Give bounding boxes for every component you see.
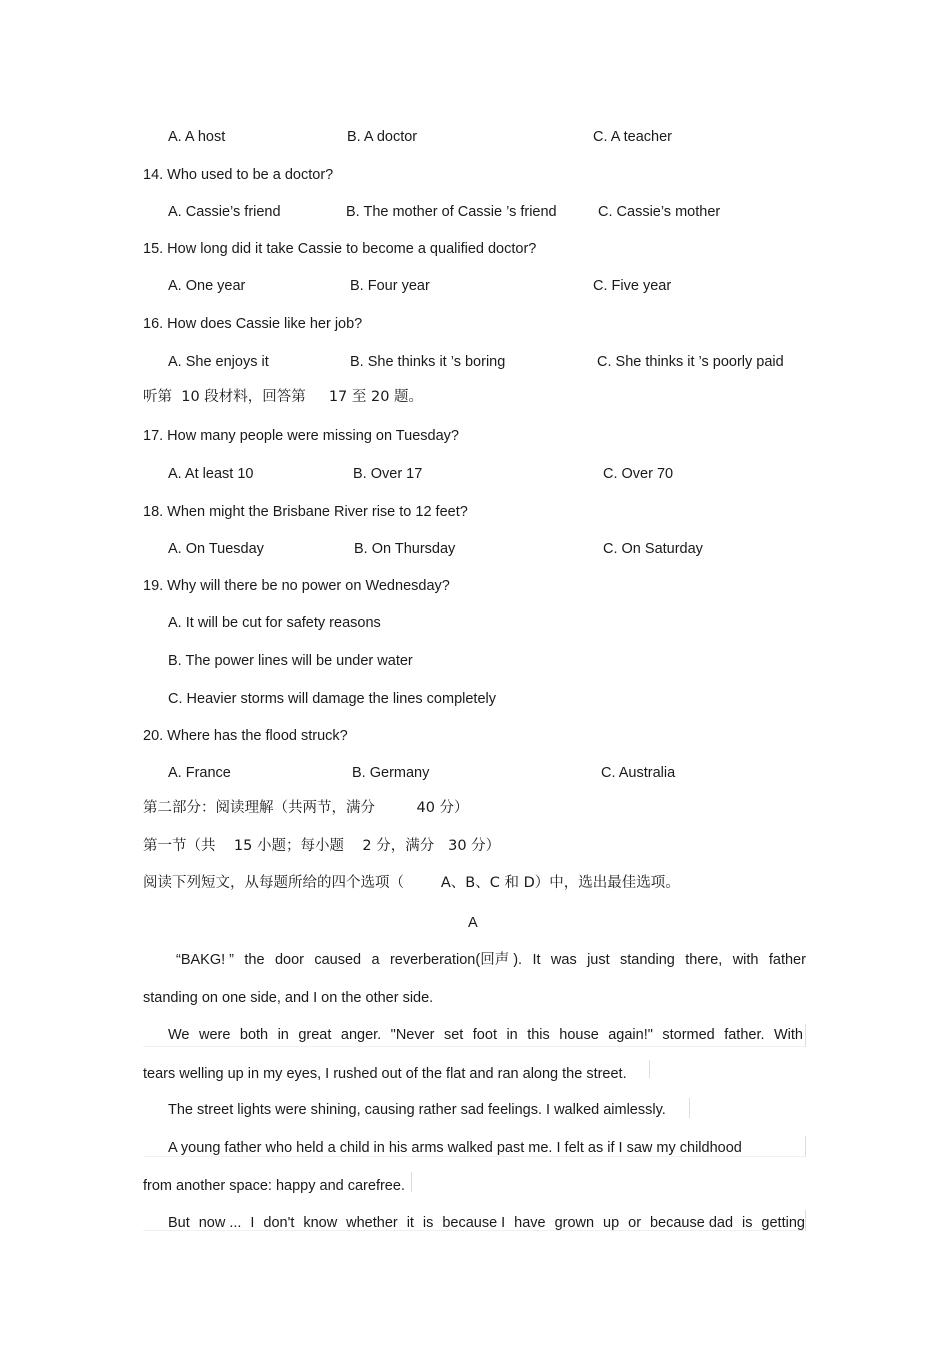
- q18-option-b: B. On Thursday: [354, 541, 456, 557]
- q15-question: 15. How long did it take Cassie to become a qualified doctor?: [143, 241, 537, 257]
- section-1-title: 第一节（共 15 小题；每小题 2 分，满分 30 分）: [143, 838, 501, 854]
- passage-word: I: [250, 1215, 255, 1231]
- passage-word: With: [774, 1027, 803, 1043]
- q18-option-a: A. On Tuesday: [168, 541, 264, 557]
- passage-word: a: [371, 952, 380, 968]
- passage-word: up: [603, 1215, 620, 1231]
- q16-option-a: A. She enjoys it: [168, 354, 269, 370]
- passage-word: father: [768, 952, 806, 968]
- passage-word: just: [587, 952, 610, 968]
- passage-word: or: [628, 1215, 642, 1231]
- passage-word: this: [527, 1027, 550, 1043]
- passage-word: is: [422, 1215, 434, 1231]
- passage-word: don't: [263, 1215, 295, 1231]
- q13-option-b: B. A doctor: [347, 129, 418, 145]
- passage-word: father.: [724, 1027, 765, 1043]
- passage-p4-line1: A young father who held a child in his arms walked past me. I felt as if I saw my childhood: [168, 1140, 742, 1156]
- q18-question: 18. When might the Brisbane River rise to 12 feet?: [143, 504, 468, 520]
- q17-question: 17. How many people were missing on Tuesday?: [143, 428, 459, 444]
- q20-option-b: B. Germany: [352, 765, 430, 781]
- passage-word: standing: [620, 952, 675, 968]
- passage-word: caused: [314, 952, 362, 968]
- passage-word: it: [406, 1215, 414, 1231]
- passage-word: set: [443, 1027, 464, 1043]
- part-2-title: 第二部分：阅读理解（共两节，满分 40 分）: [143, 800, 469, 816]
- passage-word: with: [732, 952, 759, 968]
- q20-question: 20. Where has the flood struck?: [143, 728, 348, 744]
- passage-p2-line1: [168, 1026, 803, 1044]
- passage-word: getting: [761, 1215, 805, 1231]
- q19-option-b: B. The power lines will be under water: [168, 653, 413, 669]
- passage-word: because I: [442, 1215, 506, 1231]
- passage-word: It: [532, 952, 541, 968]
- passage-word: great: [298, 1027, 332, 1043]
- passage-label: A: [468, 915, 478, 931]
- passage-word: in: [277, 1027, 289, 1043]
- q17-option-a: A. At least 10: [168, 466, 254, 482]
- passage-word: the: [244, 952, 265, 968]
- passage-word: whether: [346, 1215, 398, 1231]
- q16-option-c: C. She thinks it ’s poorly paid: [597, 354, 784, 370]
- q19-option-a: A. It will be cut for safety reasons: [168, 615, 381, 631]
- passage-p4-line2: from another space: happy and carefree.: [143, 1178, 405, 1194]
- q15-option-b: B. Four year: [350, 278, 430, 294]
- passage-p2-line2: tears welling up in my eyes, I rushed out of the flat and ran along the street.: [143, 1066, 627, 1082]
- passage-word: anger.: [340, 1027, 382, 1043]
- passage-word: were: [198, 1027, 231, 1043]
- section-10-instruction: 听第 10 段材料，回答第 17 至 20 题。: [143, 389, 424, 405]
- q19-option-c: C. Heavier storms will damage the lines completely: [168, 691, 496, 707]
- q15-option-a: A. One year: [168, 278, 246, 294]
- q14-question: 14. Who used to be a doctor?: [143, 167, 334, 183]
- passage-word: have: [514, 1215, 546, 1231]
- passage-p3: The street lights were shining, causing rather sad feelings. I walked aimlessly.: [168, 1102, 666, 1118]
- passage-word: "Never: [390, 1027, 435, 1043]
- passage-word: reverberation(回声 ).: [389, 952, 523, 968]
- reading-instruction: 阅读下列短文，从每题所给的四个选项（ A、B、C 和 D）中，选出最佳选项。: [143, 875, 680, 891]
- q14-option-a: A. Cassie’s friend: [168, 204, 281, 220]
- passage-p1-line1: [176, 951, 806, 969]
- q14-option-c: C. Cassie’s mother: [598, 204, 721, 220]
- q14-option-b: B. The mother of Cassie ’s friend: [346, 204, 557, 220]
- passage-word: We: [168, 1027, 190, 1043]
- q19-question: 19. Why will there be no power on Wednesday?: [143, 578, 450, 594]
- q16-option-b: B. She thinks it ’s boring: [350, 354, 506, 370]
- q13-option-c: C. A teacher: [593, 129, 672, 145]
- q17-option-b: B. Over 17: [353, 466, 423, 482]
- passage-word: because dad: [649, 1215, 734, 1231]
- passage-word: was: [550, 952, 577, 968]
- passage-word: in: [506, 1027, 518, 1043]
- q15-option-c: C. Five year: [593, 278, 672, 294]
- passage-word: grown: [554, 1215, 595, 1231]
- passage-word: is: [741, 1215, 753, 1231]
- q20-option-a: A. France: [168, 765, 231, 781]
- passage-word: stormed: [662, 1027, 715, 1043]
- passage-word: both: [239, 1027, 269, 1043]
- q17-option-c: C. Over 70: [603, 466, 674, 482]
- q18-option-c: C. On Saturday: [603, 541, 703, 557]
- q16-question: 16. How does Cassie like her job?: [143, 316, 363, 332]
- passage-word: again!": [608, 1027, 653, 1043]
- passage-word: there,: [685, 952, 723, 968]
- passage-word: know: [303, 1215, 338, 1231]
- passage-p5-line1: [168, 1214, 805, 1232]
- passage-word: “BAKG! ”: [176, 952, 235, 968]
- passage-word: now ...: [198, 1215, 242, 1231]
- q13-option-a: A. A host: [168, 129, 226, 145]
- passage-word: But: [168, 1215, 190, 1231]
- passage-p1-line2: standing on one side, and I on the other side.: [143, 990, 434, 1006]
- passage-word: foot: [472, 1027, 497, 1043]
- passage-word: house: [559, 1027, 599, 1043]
- q20-option-c: C. Australia: [601, 765, 676, 781]
- passage-word: door: [274, 952, 304, 968]
